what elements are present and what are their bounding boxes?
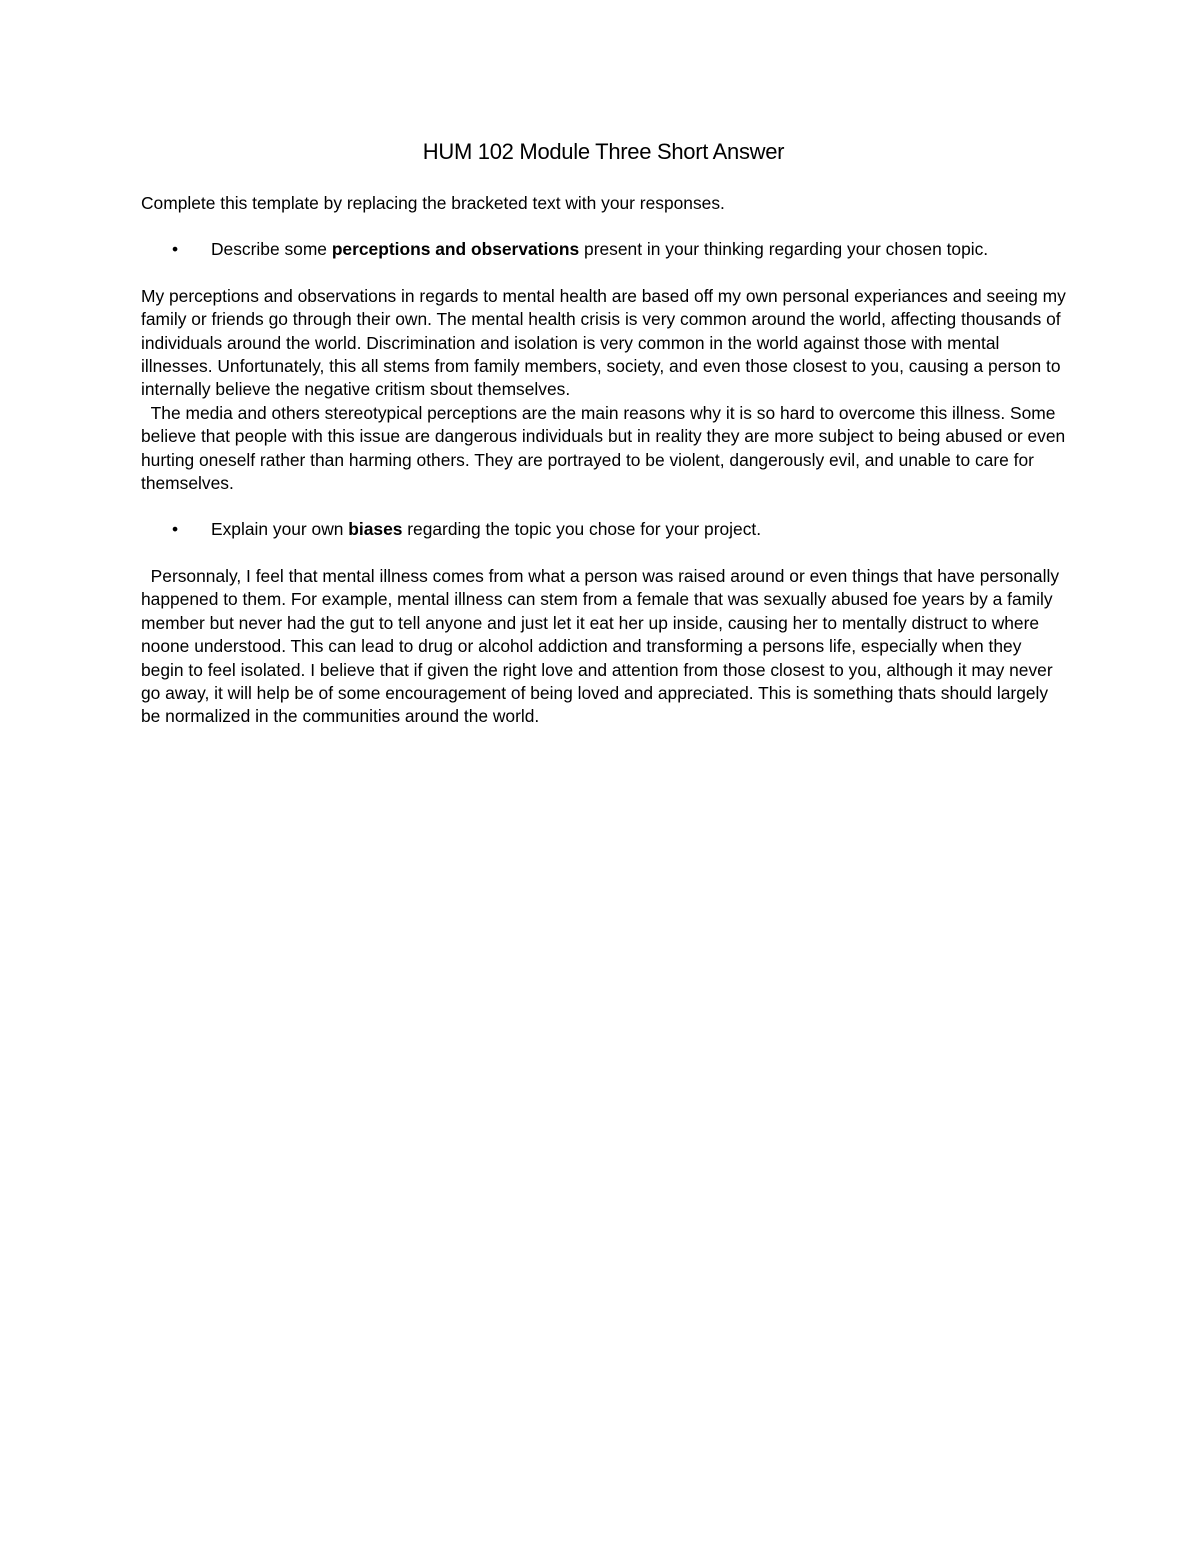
prompt-keyword: perceptions and observations	[331, 239, 580, 260]
document-page	[141, 138, 1071, 752]
answer-paragraph: The media and others stereotypical perceptions are the main reasons why it is so hard to overcome this illness. Some believe that people with this issue are dangerous individuals but in reality they are more subject to being abused or even hurting oneself rather than harming others. They are portrayed to be violent, dangerously evil, and unable to care for themselves.	[141, 402, 1071, 494]
prompt-text-before: Describe some	[211, 239, 332, 260]
answer-paragraph: Personnaly, I feel that mental illness comes from what a person was raised around or even things that have personally happened to them. For example, mental illness can stem from a female that was sexually abused foe years by a family member but never had the gut to tell anyone and just let it eat her up inside, causing her to mentally distruct to where noone understood. This can lead to drug or alcohol addiction and transforming a persons life, especially when they begin to feel isolated. I believe that if given the right love and attention from those closest to you, although it may never go away, it will help be of some encouragement of being loved and appreciated. This is something thats should largely be normalized in the communities around the world.	[141, 565, 1064, 727]
prompt-text-after: present in your thinking regarding your chosen topic.	[579, 239, 989, 260]
prompt-perceptions	[141, 238, 1066, 261]
document-title: HUM 102 Module Three Short Answer	[422, 139, 785, 164]
prompt-text-before: Explain your own	[211, 519, 349, 540]
prompt-text	[211, 518, 1066, 541]
bullet-icon: •	[172, 239, 179, 260]
instructions-text: Complete this template by replacing the bracketed text with your responses.	[141, 193, 725, 213]
answer-paragraph: My perceptions and observations in regards to mental health are based off my own personal experiances and seeing my family or friends go through their own. The mental health crisis is very common around the world, affecting thousands of individuals around the world. Discrimination and isolation is very common in the world against those with mental illnesses. Unfortunately, this all stems from family members, society, and even those closest to you, causing a person to internally believe the negative critism sbout themselves.	[141, 285, 1071, 400]
answer-biases	[141, 565, 1066, 729]
prompt-text-after: regarding the topic you chose for your project.	[402, 519, 762, 540]
answer-perceptions	[141, 285, 1071, 496]
prompt-biases	[141, 518, 1066, 541]
prompt-keyword: biases	[348, 519, 403, 540]
prompt-text	[211, 238, 1066, 261]
bullet-icon: •	[172, 519, 179, 540]
